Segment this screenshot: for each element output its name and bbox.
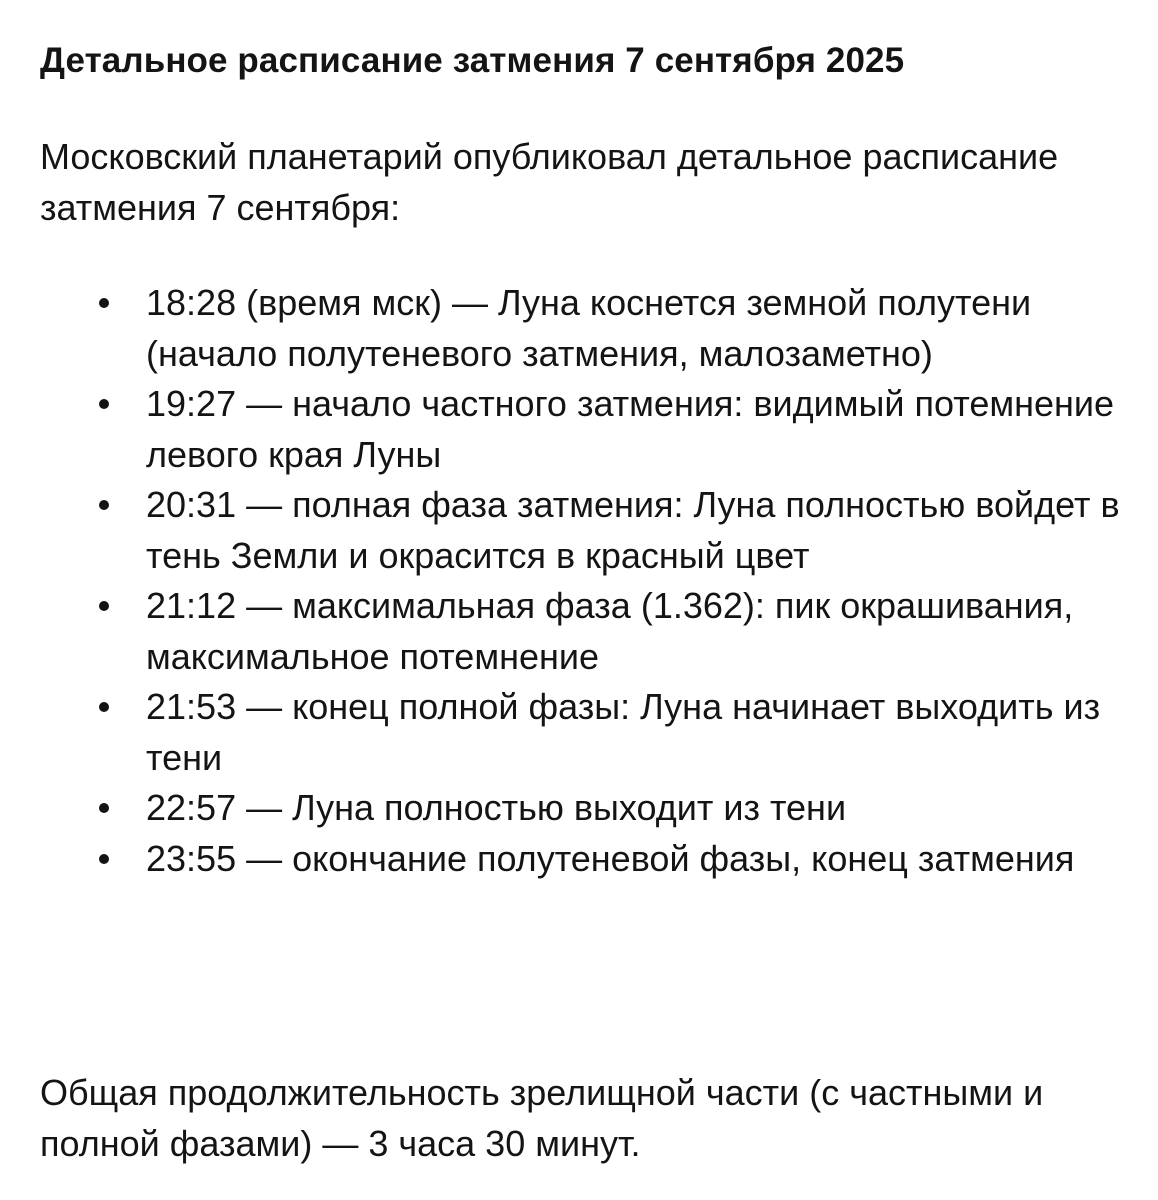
list-item: [0, 834, 1121, 885]
eclipse-schedule-list: [0, 278, 1158, 884]
bullet-icon: [99, 500, 109, 510]
list-item: [0, 379, 1121, 480]
page-title: Детальное расписание затмения 7 сентября 2025: [40, 41, 905, 80]
list-item: [0, 581, 1121, 682]
schedule-item-text: 22:57 — Луна полностью выходит из тени: [146, 787, 847, 828]
schedule-item-text: 21:53 — конец полной фазы: Луна начинает выходить из тени: [146, 686, 1101, 778]
schedule-item-text: 18:28 (время мск) — Луна коснется земной полутени (начало полутеневого затмения, малозаметно): [146, 282, 1032, 374]
schedule-item-text: 21:12 — максимальная фаза (1.362): пик окрашивания, максимальное потемнение: [146, 585, 1074, 677]
schedule-item-text: 23:55 — окончание полутеневой фазы, конец затмения: [146, 837, 1075, 879]
bullet-icon: [99, 298, 109, 308]
bullet-icon: [99, 399, 109, 409]
bullet-icon: [99, 601, 109, 611]
list-item: [0, 480, 1121, 581]
intro-paragraph: Московский планетарий опубликовал детальное расписание затмения 7 сентября:: [40, 136, 1059, 228]
schedule-item-text: 19:27 — начало частного затмения: видимый потемнение левого края Луны: [146, 383, 1115, 475]
bullet-icon: [99, 803, 109, 813]
bullet-icon: [99, 702, 109, 712]
list-item: [0, 682, 1121, 783]
bullet-icon: [99, 854, 109, 864]
list-item: [0, 278, 1121, 379]
list-item: [0, 783, 1121, 834]
summary-paragraph: Общая продолжительность зрелищной части (с частными и полной фазами) — 3 часа 30 минут.: [40, 1072, 1044, 1164]
schedule-item-text: 20:31 — полная фаза затмения: Луна полностью войдет в тень Земли и окрасится в красный цвет: [146, 484, 1120, 576]
